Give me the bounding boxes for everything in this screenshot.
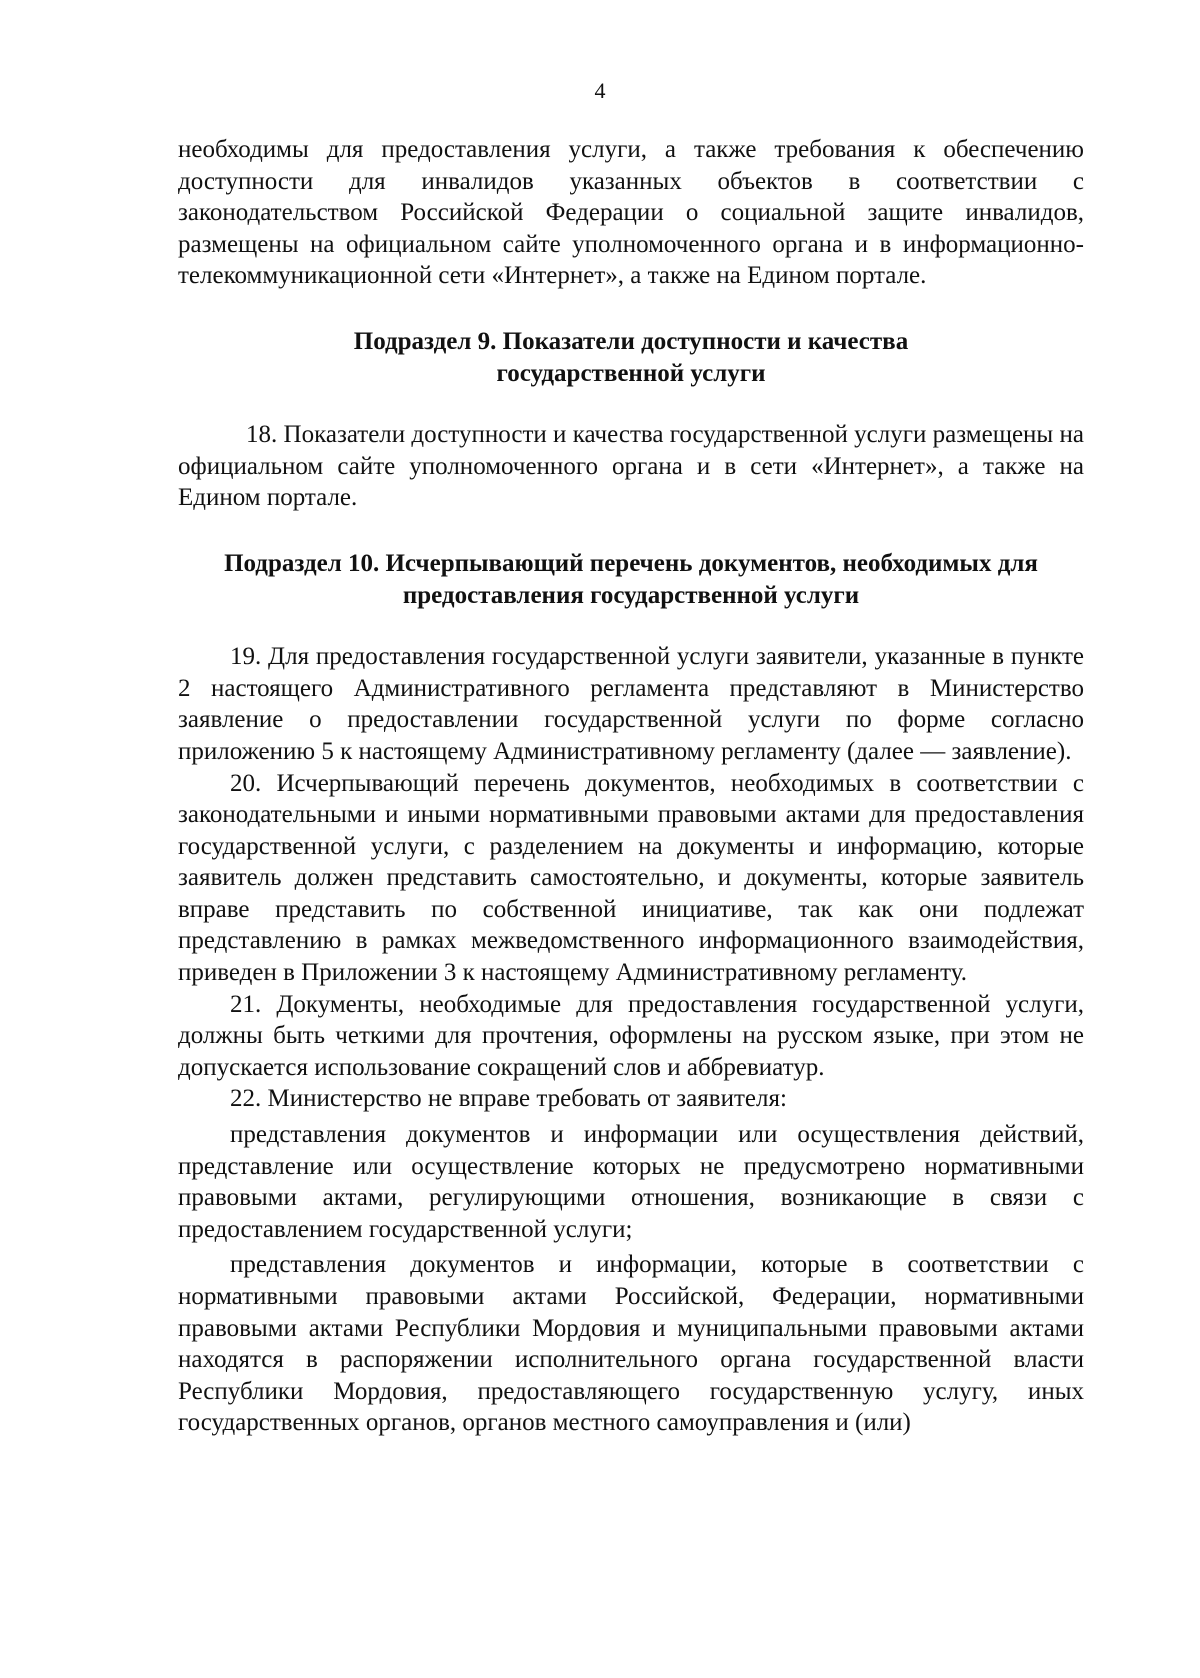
section-heading-9 [178, 326, 1084, 389]
section-heading-line: Подраздел 9. Показатели доступности и качества [353, 327, 909, 355]
document-body [178, 134, 1084, 1439]
page-number: 4 [594, 78, 606, 103]
paragraph-item-18: 18. Показатели доступности и качества государственной услуги размещены на официальном сайте уполномоченного органа и в сети «Интернет», а также на Едином портале. [178, 421, 1084, 512]
paragraph-continuation: необходимы для предоставления услуги, а также требования к обеспечению доступности для инвалидов указанных объектов в соответствии с законодательством Российской Федерации о социальной защите инвалидов, размещены на официальном сайте уполномоченного органа и в информационно-телекоммуникационной сети «Интернет», а также на Едином портале. [178, 136, 1084, 290]
section-heading-10 [178, 548, 1084, 611]
section-heading-line: предоставления государственной услуги [402, 581, 860, 609]
paragraph-item-21: 21. Документы, необходимые для предоставления государственной услуги, должны быть четкими для прочтения, оформлены на русском языке, при этом не допускается использование сокращений слов и аббревиатур. [178, 990, 1084, 1081]
paragraph-subitem-2: представления документов и информации, которые в соответствии с нормативными правовыми актами Российской, Федерации, нормативными правовыми актами Республики Мордовия и муниципальными правовыми актами находятся в распоряжении исполнительного органа государственной власти Республики Мордовия, предоставляющего государственную услугу, иных государственных органов, органов местного самоуправления и (или) [178, 1251, 1084, 1437]
paragraph-item-20: 20. Исчерпывающий перечень документов, необходимых в соответствии с законодательными и иными нормативными правовыми актами для предоставления государственной услуги, с разделением на документы и информацию, которые заявитель должен представить самостоятельно, и документы, которые заявитель вправе представить по собственной инициативе, так как они подлежат представлению в рамках межведомственного информационного взаимодействия, приведен в Приложении 3 к настоящему Административному регламенту. [178, 769, 1084, 987]
paragraph-item-22: 22. Министерство не вправе требовать от заявителя: [230, 1085, 787, 1113]
paragraph-item-19: 19. Для предоставления государственной услуги заявители, указанные в пункте 2 настоящего Административного регламента представляют в Министерство заявление о предоставлении государственной услуги по форме согласно приложению 5 к настоящему Административному регламенту (далее — заявление). [178, 643, 1084, 765]
paragraph-subitem-1: представления документов и информации или осуществления действий, представление или осуществление которых не предусмотрено нормативными правовыми актами, регулирующими отношения, возникающие в связи с предоставлением государственной услуги; [178, 1121, 1084, 1243]
section-heading-line: Подраздел 10. Исчерпывающий перечень документов, необходимых для [224, 549, 1038, 577]
section-heading-line: государственной услуги [496, 359, 766, 387]
